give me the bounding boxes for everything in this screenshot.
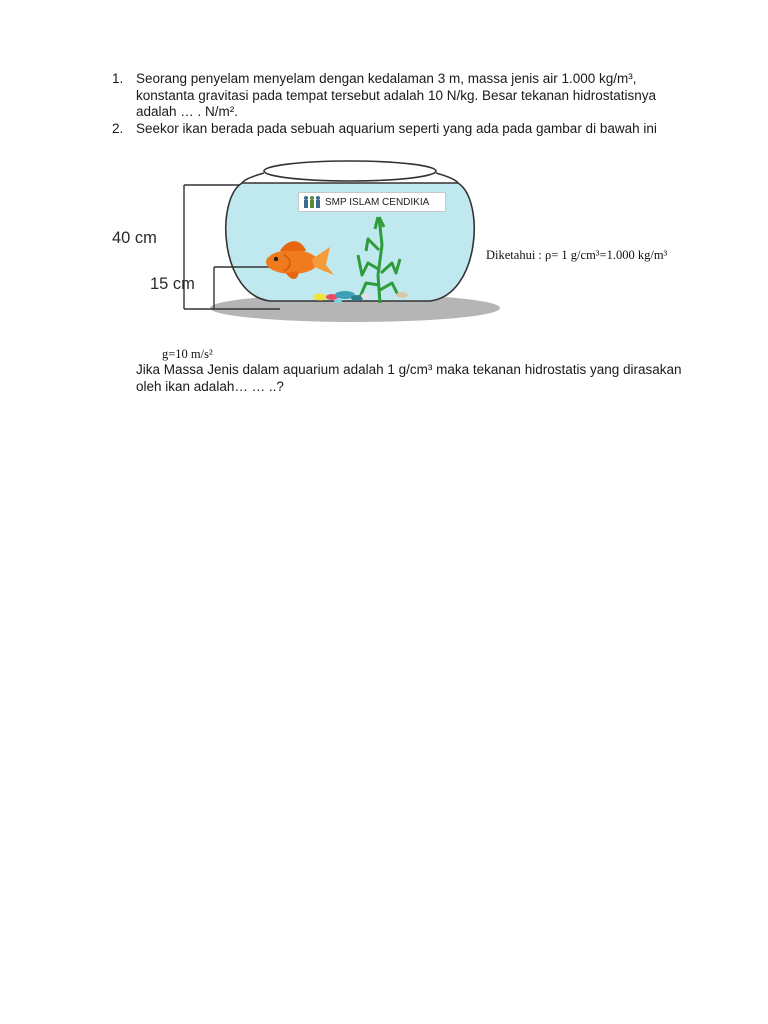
logo-text: SMP ISLAM CENDIKIA (325, 196, 430, 208)
question-2-text: Seekor ikan berada pada sebuah aquarium seperti yang ada pada gambar di bawah ini (136, 121, 657, 136)
question-2 (112, 121, 672, 138)
given-gravity: g=10 m/s² (162, 347, 213, 361)
question-1-text: Seorang penyelam menyelam dengan kedalaman 3 m, massa jenis air 1.000 kg/m³, konstanta gravitasi pada tempat tersebut adalah 10 N/kg. Besar tekanan hidrostatisnya adalah … . N/m². (136, 71, 657, 119)
question-2-followup: Jika Massa Jenis dalam aquarium adalah 1 g/cm³ maka tekanan hidrostatis yang dirasakan oleh ikan adalah… … ..? (136, 362, 682, 394)
question-1 (112, 71, 672, 121)
aquarium-illustration (180, 155, 510, 330)
height-total-label: 40 cm (112, 229, 157, 247)
school-people-icon (302, 195, 322, 209)
question-1-number: 1. (112, 71, 124, 86)
school-logo (298, 192, 446, 212)
height-fish-label: 15 cm (150, 275, 195, 293)
bowl-rim (264, 161, 436, 181)
given-density: Diketahui : ρ= 1 g/cm³=1.000 kg/m³ (486, 248, 668, 262)
question-2-number: 2. (112, 121, 124, 136)
